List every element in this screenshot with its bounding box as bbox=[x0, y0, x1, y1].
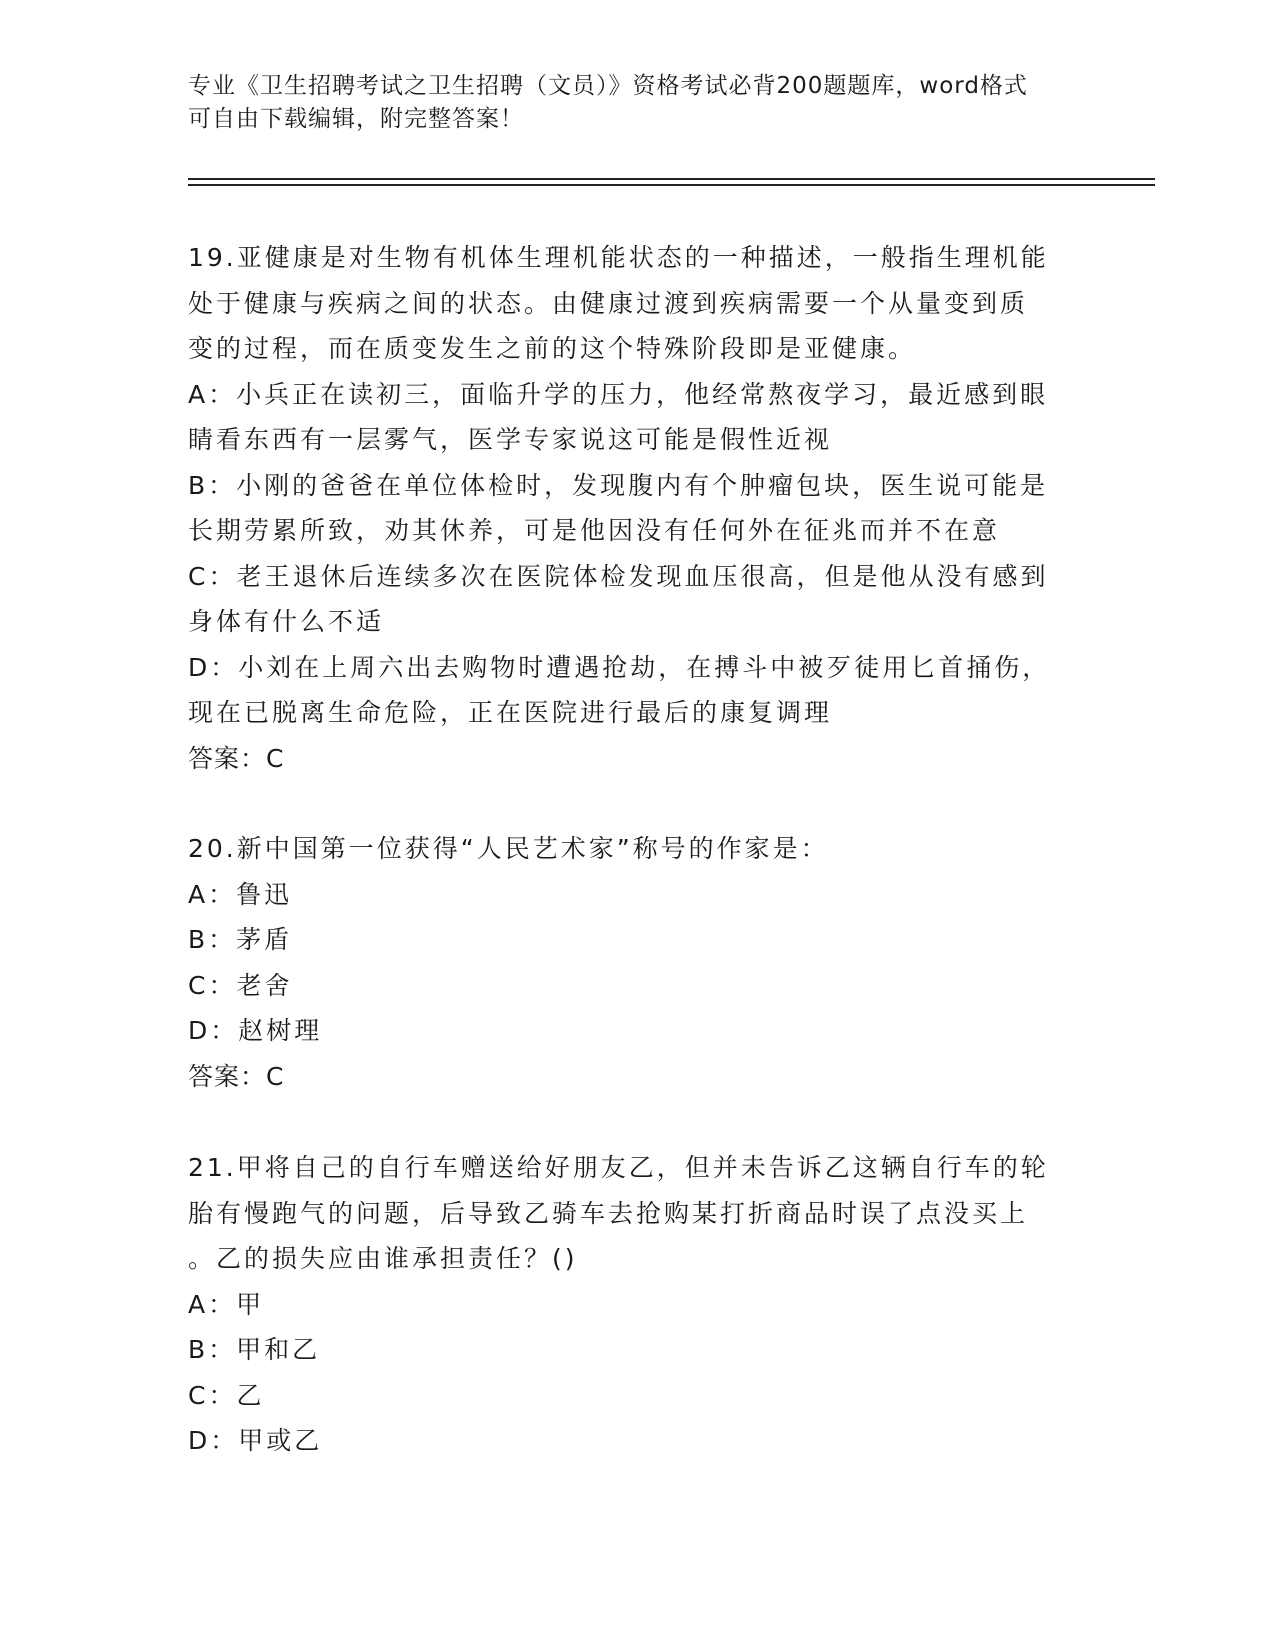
document-header bbox=[188, 70, 1068, 136]
question-19 bbox=[188, 235, 1088, 781]
option-d-line: D：甲或乙 bbox=[188, 1426, 323, 1455]
question-stem-line: 。乙的损失应由谁承担责任？() bbox=[188, 1244, 578, 1273]
option-b-line: B：甲和乙 bbox=[188, 1335, 321, 1364]
header-divider-bottom bbox=[188, 184, 1155, 186]
question-21 bbox=[188, 1145, 1088, 1464]
option-d-line: D：小刘在上周六出去购物时遭遇抢劫，在搏斗中被歹徒用匕首捅伤， bbox=[188, 652, 1051, 682]
option-a-line: A：甲 bbox=[188, 1289, 265, 1319]
option-a-line: 睛看东西有一层雾气，医学专家说这可能是假性近视 bbox=[188, 425, 833, 454]
option-c-line: C：老王退休后连续多次在医院体检发现血压很高，但是他从没有感到 bbox=[188, 561, 1049, 591]
question-stem-line: 19.亚健康是对生物有机体生理机能状态的一种描述，一般指生理机能 bbox=[188, 243, 1049, 272]
question-stem-line: 21.甲将自己的自行车赠送给好朋友乙，但并未告诉乙这辆自行车的轮 bbox=[188, 1153, 1049, 1182]
question-stem-line: 变的过程，而在质变发生之前的这个特殊阶段即是亚健康。 bbox=[188, 334, 917, 363]
header-title-line-1: 专业《卫生招聘考试之卫生招聘（文员）》资格考试必背200题题库，word格式 bbox=[188, 73, 1028, 99]
option-b-line: B：茅盾 bbox=[188, 925, 293, 954]
option-c-line: C：老舍 bbox=[188, 970, 293, 1000]
option-d-line: 现在已脱离生命危险，正在医院进行最后的康复调理 bbox=[188, 698, 833, 727]
header-divider-top bbox=[188, 178, 1155, 180]
option-b-line: 长期劳累所致，劝其休养，可是他因没有任何外在征兆而并不在意 bbox=[188, 516, 1001, 545]
option-a-line: A：小兵正在读初三，面临升学的压力，他经常熬夜学习，最近感到眼 bbox=[188, 379, 1049, 409]
option-c-line: 身体有什么不适 bbox=[188, 607, 385, 636]
answer-line: 答案：C bbox=[188, 743, 285, 773]
question-stem-line: 20.新中国第一位获得“人民艺术家”称号的作家是： bbox=[188, 834, 829, 863]
option-a-line: A：鲁迅 bbox=[188, 879, 293, 909]
question-20 bbox=[188, 826, 1088, 1099]
option-b-line: B：小刚的爸爸在单位体检时，发现腹内有个肿瘤包块，医生说可能是 bbox=[188, 470, 1049, 500]
option-c-line: C：乙 bbox=[188, 1380, 265, 1410]
question-stem-line: 处于健康与疾病之间的状态。由健康过渡到疾病需要一个从量变到质 bbox=[188, 288, 1029, 318]
answer-line: 答案：C bbox=[188, 1061, 285, 1091]
option-d-line: D：赵树理 bbox=[188, 1016, 323, 1045]
question-stem-line: 胎有慢跑气的问题，后导致乙骑车去抢购某打折商品时误了点没买上 bbox=[188, 1198, 1029, 1228]
header-title-line-2: 可自由下载编辑，附完整答案！ bbox=[188, 106, 524, 132]
